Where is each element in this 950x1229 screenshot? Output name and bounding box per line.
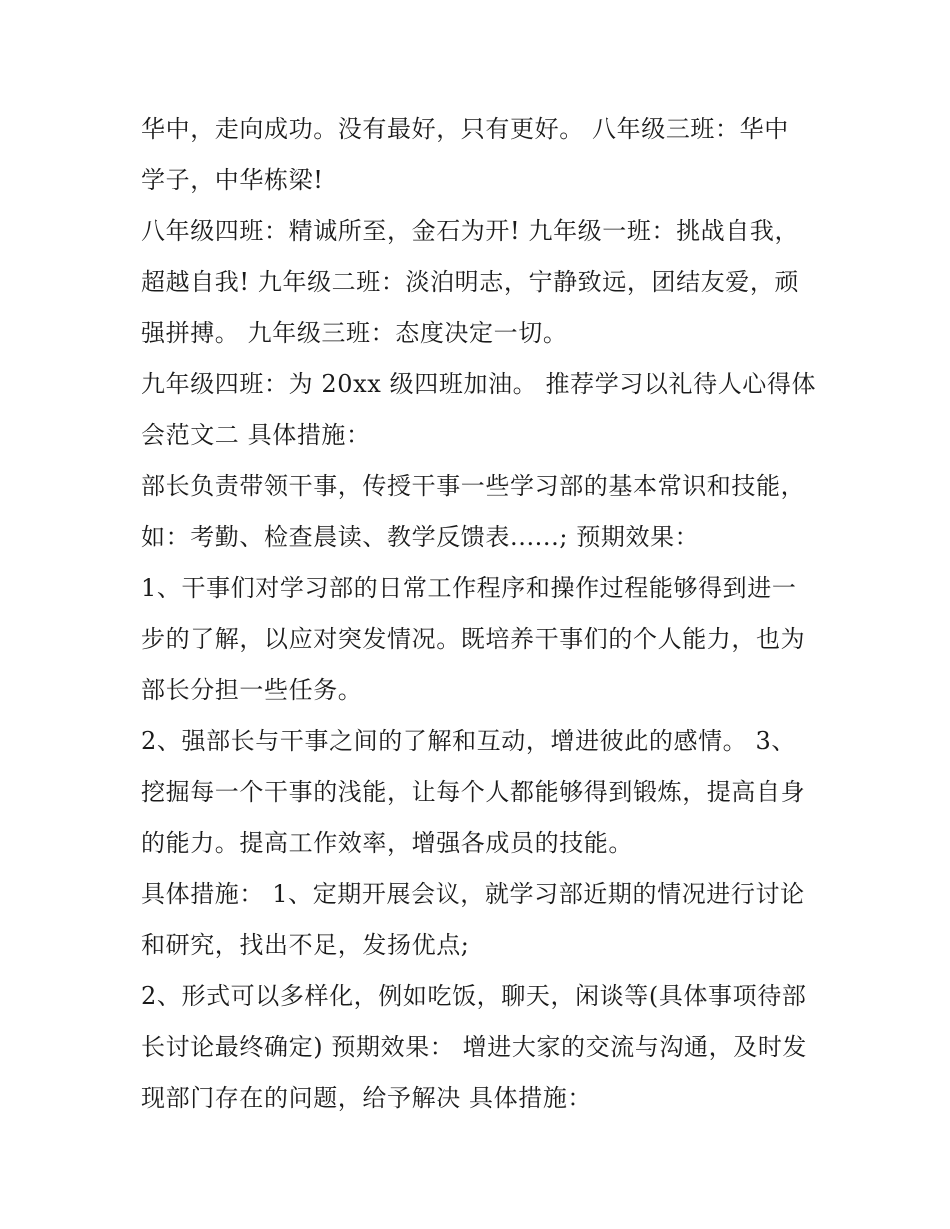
text-line: 学子，中华栋梁! — [141, 166, 324, 194]
text-line: 华中，走向成功。没有最好，只有更好。 八年级三班：华中 — [141, 115, 789, 143]
text-line: 的能力。提高工作效率，增强各成员的技能。 — [141, 829, 633, 857]
text-line: 现部门存在的问题，给予解决 具体措施： — [141, 1084, 593, 1112]
text-line: 超越自我! 九年级二班：淡泊明志，宁静致远，团结友爱，顽 — [141, 268, 800, 296]
text-line: 八年级四班：精诚所至，金石为开! 九年级一班：挑战自我， — [141, 217, 800, 245]
text-line: 挖掘每一个干事的浅能，让每个人都能够得到锻炼，提高自身 — [141, 778, 806, 806]
text-line: 1、干事们对学习部的日常工作程序和操作过程能够得到进一 — [141, 574, 797, 602]
text-line: 步的了解，以应对突发情况。既培养干事们的个人能力，也为 — [141, 625, 806, 653]
text-line: 2、强部长与干事之间的了解和互动，增进彼此的感情。 3、 — [141, 727, 796, 755]
text-line: 如：考勤、检查晨读、教学反馈表......; 预期效果： — [141, 523, 700, 551]
text-line: 部长分担一些任务。 — [141, 676, 363, 704]
body-text — [141, 104, 831, 1124]
text-line: 和研究，找出不足，发扬优点; — [141, 931, 470, 959]
text-line: 2、形式可以多样化，例如吃饭，聊天，闲谈等(具体事项待部 — [141, 982, 807, 1010]
text-line: 部长负责带领干事，传授干事一些学习部的基本常识和技能， — [141, 472, 806, 500]
text-line: 强拼搏。 九年级三班：态度决定一切。 — [141, 319, 568, 347]
text-line: 具体措施： 1、定期开展会议，就学习部近期的情况进行讨论 — [141, 880, 805, 908]
text-line: 会范文二 具体措施： — [141, 421, 371, 449]
text-line: 九年级四班：为 20xx 级四班加油。 推荐学习以礼待人心得体 — [141, 370, 817, 398]
text-line: 长讨论最终确定) 预期效果： 增进大家的交流与沟通，及时发 — [141, 1033, 808, 1061]
